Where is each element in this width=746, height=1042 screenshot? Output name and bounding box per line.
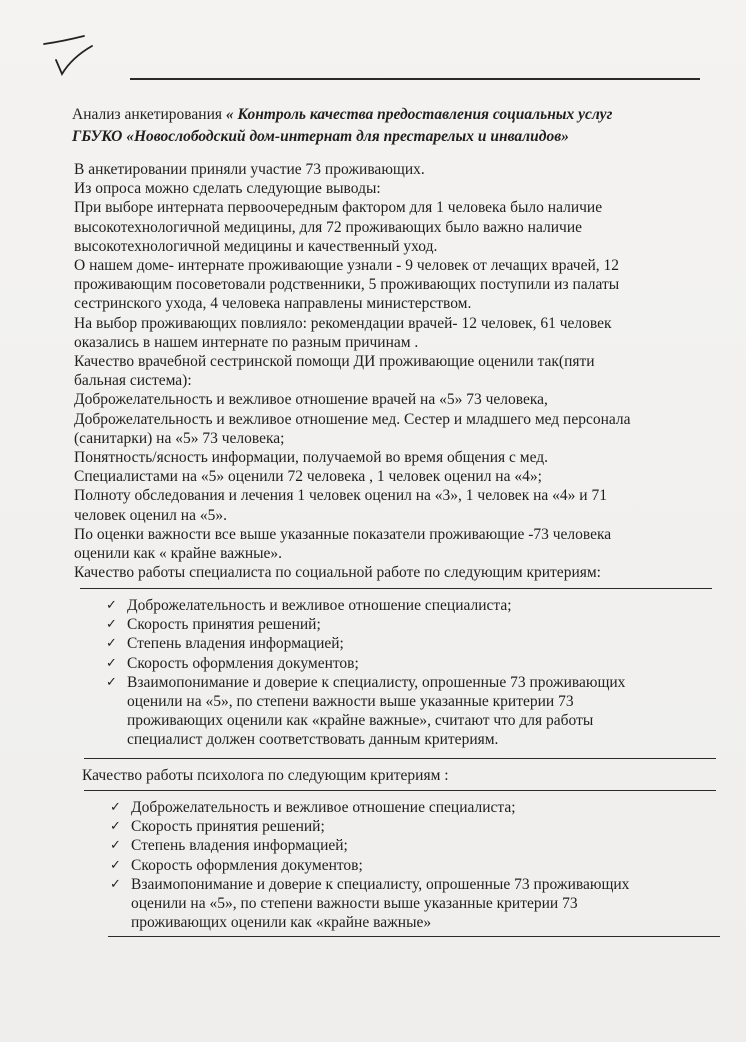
criteria-item: ✓ Доброжелательность и вежливое отношение специалиста;	[110, 799, 516, 816]
body-line: оценили как « крайне важные».	[74, 545, 283, 563]
title-line-1: « Контроль качества предоставления социальных услуг	[225, 106, 613, 123]
checkmark-icon: ✓	[110, 857, 121, 873]
psychologist-criteria-list	[108, 798, 698, 932]
checkmark-icon: ✓	[110, 800, 121, 815]
title-line-2: ГБУКО «Новослободский дом-интернат для престарелых и инвалидов»	[72, 128, 569, 145]
criteria-item: ✓ Взаимопонимание и доверие к специалисту, опрошенные 73 проживающих оценили на «5», по степени важности выше указанные критерии 73 проживающих оценили как «крайне важные», считают что для работы специалист должен соответствовать данным критериям.	[106, 673, 626, 749]
criteria-item: ✓ Доброжелательность и вежливое отношение специалиста;	[106, 597, 512, 614]
body-line: оказались в нашем интернате по разным причинам .	[74, 333, 419, 351]
criteria-item: ✓ Степень владения информацией;	[110, 837, 348, 855]
body-line: О нашем доме- интернате проживающие узнали - 9 человек от лечащих врачей, 12	[74, 257, 619, 275]
checkmark-icon: ✓	[110, 838, 121, 854]
body-line: (санитарки) на «5» 73 человека;	[74, 429, 285, 447]
checkmark-icon: ✓	[110, 876, 121, 892]
bottom-divider	[108, 936, 720, 937]
body-line: проживающим посоветовали родственники, 5 проживающих поступили из палаты	[74, 276, 620, 294]
criteria-item: ✓ Скорость оформления документов;	[106, 654, 359, 672]
body-line: Доброжелательность и вежливое отношение врачей на «5» 73 человека,	[74, 391, 548, 409]
title-prefix: Анализ анкетирования	[72, 106, 226, 123]
body-line: Из опроса можно сделать следующие выводы:	[74, 180, 381, 198]
checkmark-icon: ✓	[106, 636, 117, 652]
body-line: При выборе интерната первоочередным фактором для 1 человека было наличие	[74, 199, 603, 217]
body-line: Понятность/ясность информации, получаемой во время общения с мед.	[74, 449, 549, 467]
criteria-item: ✓ Скорость принятия решений;	[110, 818, 325, 836]
body-line: Специалистами на «5» оценили 72 человека , 1 человек оценил на «4»;	[74, 468, 542, 486]
document-title	[72, 104, 712, 148]
body-line: По оценки важности все выше указанные показатели проживающие -73 человека	[74, 525, 612, 543]
criteria-item: ✓ Скорость оформления документов;	[110, 856, 363, 874]
body-line: человек оценил на «5».	[74, 506, 227, 524]
social-worker-criteria-list	[104, 596, 694, 750]
body-line: На выбор проживающих повлияло: рекомендации врачей- 12 человек, 61 человек	[74, 314, 612, 332]
criteria-item: ✓ Взаимопонимание и доверие к специалисту, опрошенные 73 проживающих оценили на «5», по степени важности выше указанные критерии 73 проживающих оценили как «крайне важные»	[110, 875, 630, 932]
body-line: Доброжелательность и вежливое отношение мед. Сестер и младшего мед персонала	[74, 410, 631, 428]
body-line: сестринского ухода, 4 человека направлены министерством.	[74, 295, 472, 313]
handwritten-check-mark	[38, 30, 98, 80]
body-line: В анкетировании приняли участие 73 проживающих.	[74, 161, 425, 178]
body-line: Полноту обследования и лечения 1 человек оценил на «3», 1 человек на «4» и 71	[74, 487, 607, 505]
checkmark-icon: ✓	[106, 598, 117, 613]
psychologist-top-divider	[84, 758, 716, 759]
criteria-item: ✓ Скорость принятия решений;	[106, 616, 321, 634]
psychologist-divider	[84, 790, 716, 791]
body-line: бальная система):	[74, 372, 192, 390]
criteria-item: ✓ Степень владения информацией;	[106, 635, 344, 653]
survey-body-text	[74, 160, 724, 582]
checkmark-icon: ✓	[106, 617, 117, 633]
body-line: высокотехнологичной медицины и качественный уход.	[74, 237, 438, 255]
top-divider	[130, 78, 700, 80]
checkmark-icon: ✓	[106, 655, 117, 671]
social-worker-heading: Качество работы специалиста по социальной работе по следующим критериям:	[74, 564, 601, 582]
psychologist-heading: Качество работы психолога по следующим критериям :	[82, 767, 449, 784]
body-line: высокотехнологичной медицины, для 72 проживающих было важно наличие	[74, 218, 582, 236]
checkmark-icon: ✓	[110, 819, 121, 835]
social-worker-divider	[80, 588, 712, 589]
checkmark-icon: ✓	[106, 674, 117, 690]
body-line: Качество врачебной сестринской помощи ДИ проживающие оценили так(пяти	[74, 353, 595, 371]
